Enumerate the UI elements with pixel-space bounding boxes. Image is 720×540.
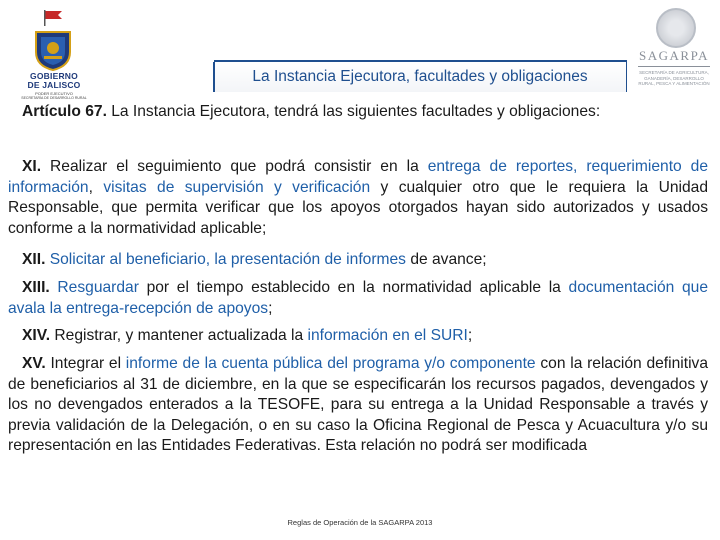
logo-text-gobierno: GOBIERNO (30, 71, 78, 81)
item-xv (8, 354, 708, 457)
highlight-text: entrega de reportes, requerimiento de información (8, 158, 708, 196)
item-text: , (88, 178, 104, 196)
item-text: ; (467, 327, 473, 344)
gobierno-jalisco-logo (8, 6, 100, 102)
item-xiii (8, 278, 708, 319)
flag-icon (44, 10, 64, 26)
mexico-seal-icon (656, 8, 696, 48)
item-number: XIV. (22, 327, 51, 344)
highlight-text: informe de la cuenta pública del programa y/o componente (125, 355, 536, 372)
article-text: La Instancia Ejecutora, tendrá las siguientes facultades y obligaciones: (106, 103, 601, 120)
item-text: de avance; (405, 251, 487, 268)
sagarpa-subtitle: SECRETARÍA DE AGRICULTURA, GANADERÍA, DESARROLLO RURAL, PESCA Y ALIMENTACIÓN (638, 70, 710, 86)
highlight-text: Resguardar (49, 279, 139, 296)
logo-text-poder: PODER EJECUTIVO (35, 91, 73, 96)
item-text: con la relación definitiva de beneficiarios al 31 de diciembre, en la que se especificarán los recursos pagados, devengados y los no devengados enterados a la TESOFE, para su entrega a la Unidad Responsable a través y previa validación de la Delegación, o en su caso la Oficina Regional de Pesca y Acuacultura y/o su representación en las Entidades Federativas. Esta relación no podrá ser modificada (8, 355, 708, 455)
highlight-text: documentación que avala la entrega-recepción de apoyos (8, 279, 709, 317)
highlight-text: Solicitar al beneficiario, la presentación de informes (45, 251, 406, 268)
page-title (214, 60, 627, 92)
logo-text-jalisco: DE JALISCO (27, 80, 81, 90)
item-text: y cualquier otro que le requiera la Unidad Responsable, que permita verificar que los apoyos otorgados hayan sido autorizados y usados conforme a la normatividad aplicable; (8, 178, 709, 237)
item-xi (8, 157, 708, 239)
item-text: ; (268, 299, 273, 317)
article-heading (22, 102, 702, 123)
page-title-text: La Instancia Ejecutora, facultades y obligaciones (252, 68, 588, 85)
item-number: XIII. (22, 279, 50, 296)
item-xii (22, 250, 712, 271)
item-xiv (22, 326, 712, 347)
logo-divider (638, 66, 710, 67)
highlight-text: visitas de supervisión y verificación (103, 178, 371, 196)
item-text: Registrar, y mantener actualizada la (50, 327, 308, 344)
item-number: XV. (22, 355, 46, 372)
jalisco-crest-icon (32, 28, 74, 72)
item-number: XI. (22, 158, 42, 175)
highlight-text: información en el SURI (307, 327, 468, 344)
logo-text-secretaria: SECRETARÍA DE DESARROLLO RURAL (21, 96, 87, 100)
sagarpa-name: SAGARPA (639, 48, 709, 63)
item-text: Realizar el seguimiento que podrá consistir en la (41, 158, 428, 175)
article-label: Artículo 67. (22, 103, 107, 120)
title-divider (213, 62, 215, 92)
item-text: Integrar el (45, 355, 126, 372)
item-text: por el tiempo establecido en la normatividad aplicable la (138, 279, 569, 296)
page-footer: Reglas de Operación de la SAGARPA 2013 (287, 518, 433, 527)
item-number: XII. (22, 251, 46, 268)
sagarpa-logo (632, 8, 716, 92)
